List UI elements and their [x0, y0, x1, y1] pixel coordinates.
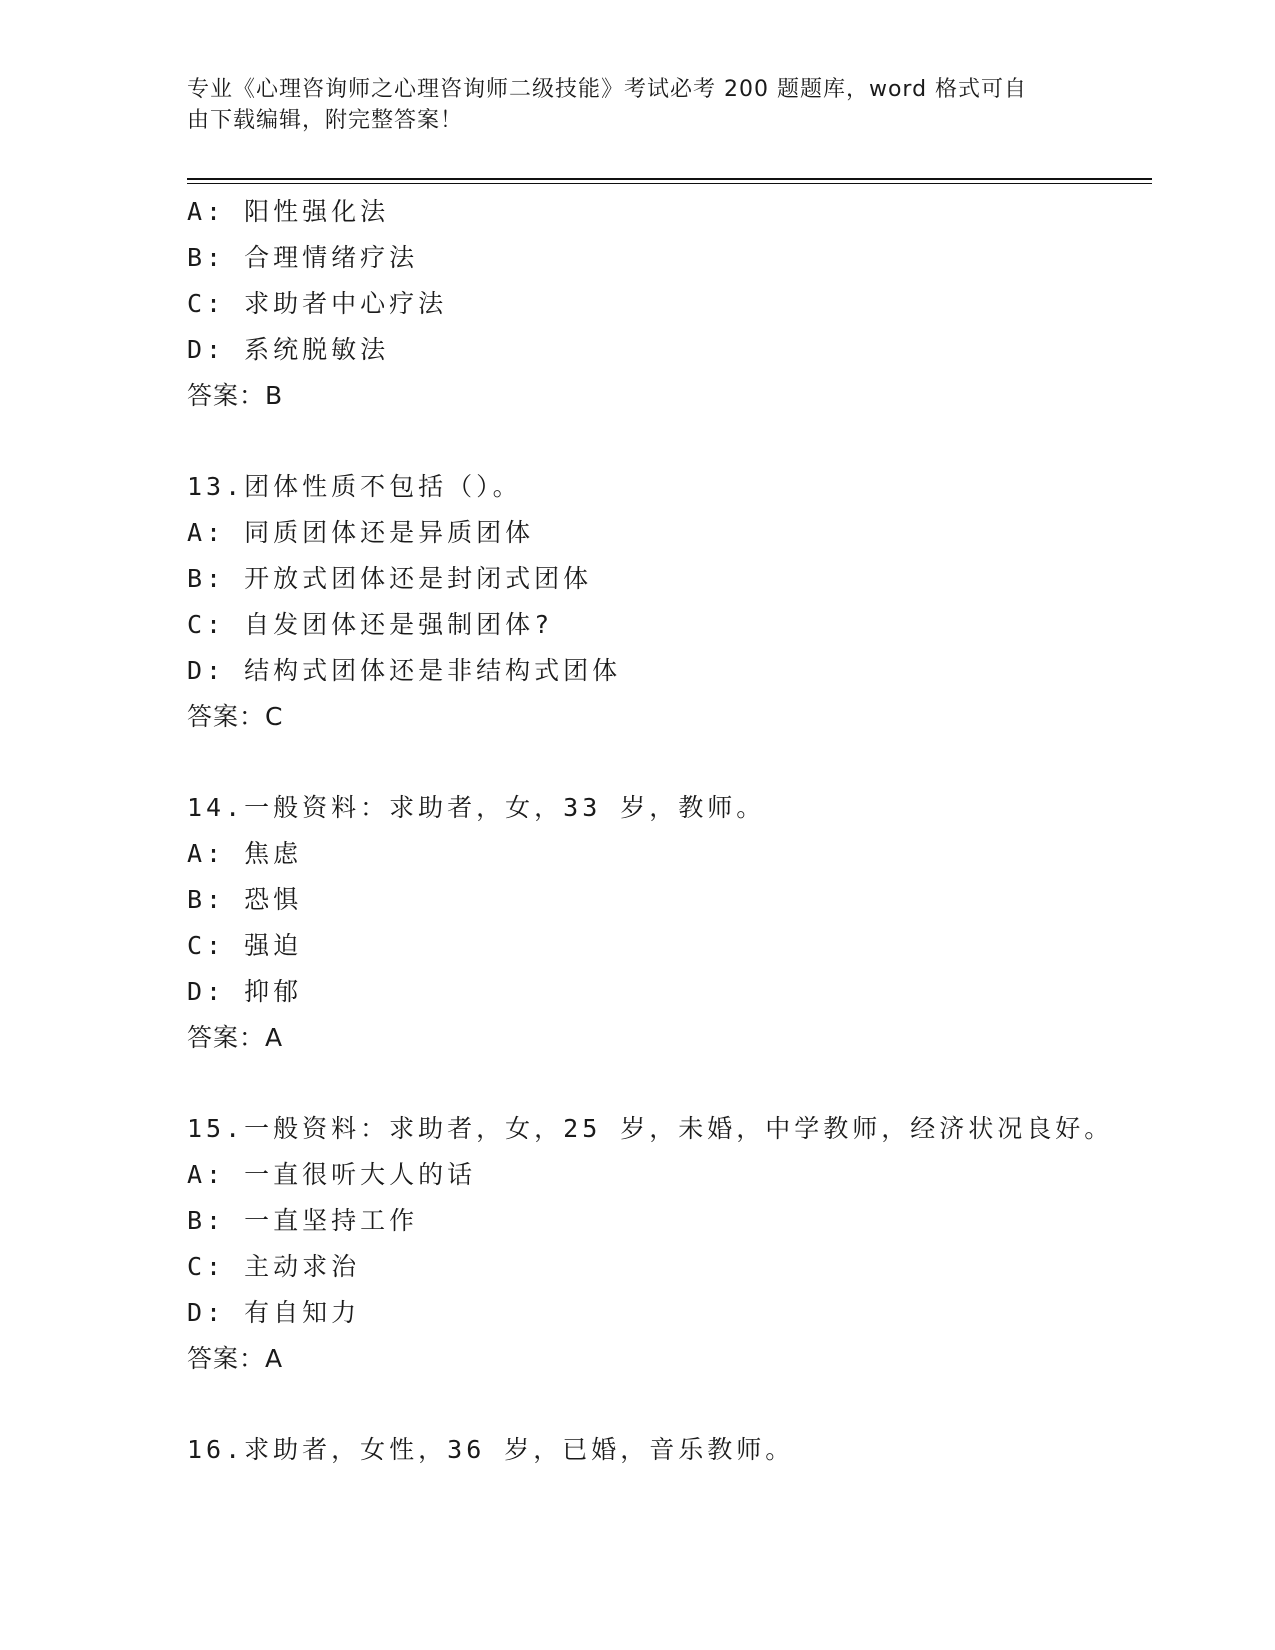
- header-line-2: 由下载编辑，附完整答案！: [187, 108, 464, 133]
- document-header: [187, 74, 1067, 136]
- option-c: C: 主动求治: [187, 1252, 361, 1281]
- header-line-1: 专业《心理咨询师之心理咨询师二级技能》考试必考 200 题题库，word 格式可自: [187, 77, 1028, 102]
- option-d: D: 结构式团体还是非结构式团体: [187, 656, 622, 685]
- header-divider-thin: [187, 183, 1152, 184]
- option-c: C: 自发团体还是强制团体?: [187, 610, 554, 639]
- option-a: A: 焦虑: [187, 839, 303, 868]
- question-15: [187, 1106, 1152, 1382]
- answer: 答案：A: [187, 1344, 284, 1373]
- question-14: [187, 785, 1152, 1061]
- option-b: B: 恐惧: [187, 885, 303, 914]
- question-stem: 14.一般资料：求助者，女，33 岁，教师。: [187, 793, 766, 822]
- option-a: A: 阳性强化法: [187, 197, 390, 226]
- option-a: A: 同质团体还是异质团体: [187, 518, 535, 547]
- answer: 答案：A: [187, 1023, 284, 1052]
- option-c: C: 求助者中心疗法: [187, 289, 448, 318]
- option-d: D: 系统脱敏法: [187, 335, 390, 364]
- answer: 答案：C: [187, 702, 284, 731]
- question-list: [187, 189, 1152, 1473]
- option-b: B: 合理情绪疗法: [187, 243, 419, 272]
- option-c: C: 强迫: [187, 931, 303, 960]
- option-b: B: 开放式团体还是封闭式团体: [187, 564, 593, 593]
- option-d: D: 有自知力: [187, 1298, 361, 1327]
- question-stem: 16.求助者，女性，36 岁，已婚，音乐教师。: [187, 1435, 795, 1464]
- option-b: B: 一直坚持工作: [187, 1206, 419, 1235]
- question-16: [187, 1427, 1152, 1473]
- header-divider-thick: [187, 178, 1152, 180]
- question-13: [187, 464, 1152, 740]
- option-a: A: 一直很听大人的话: [187, 1160, 477, 1189]
- option-d: D: 抑郁: [187, 977, 303, 1006]
- question-stem: 13.团体性质不包括（）。: [187, 472, 522, 501]
- question-12-tail: [187, 189, 1152, 419]
- question-stem: 15.一般资料：求助者，女，25 岁，未婚，中学教师，经济状况良好。: [187, 1114, 1114, 1143]
- answer: 答案：B: [187, 381, 284, 410]
